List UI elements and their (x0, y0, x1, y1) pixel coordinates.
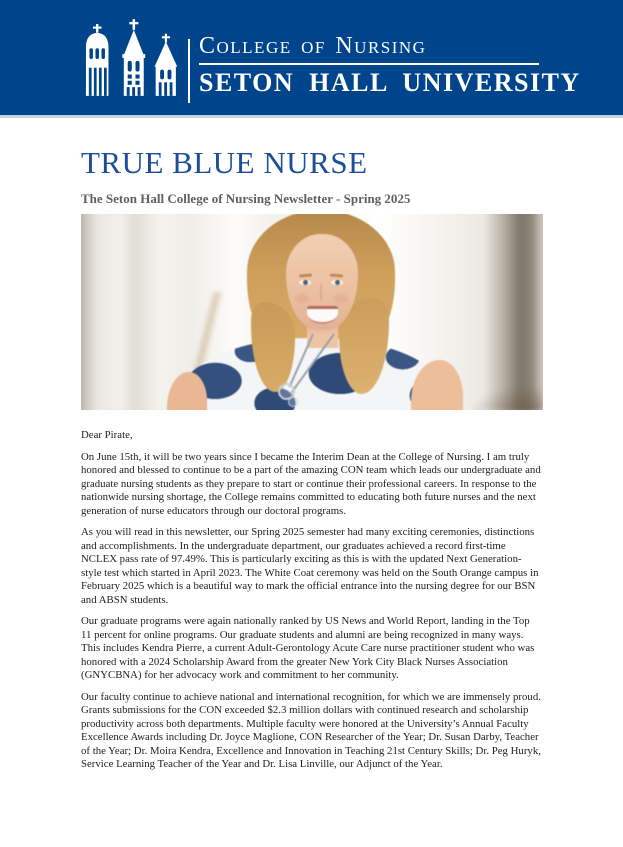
university-name-label: SETON HALL UNIVERSITY (199, 68, 581, 97)
figure-eye (299, 280, 311, 285)
newsletter-subtitle: The Seton Hall College of Nursing Newsletter - Spring 2025 (81, 191, 411, 206)
cathedral-icon (84, 19, 185, 102)
figure-eyebrow (330, 274, 343, 277)
dean-figure (81, 214, 543, 410)
figure-patterned-top (177, 338, 449, 410)
logo-rule (199, 63, 539, 65)
letter-paragraph: Our graduate programs were again nationally ranked by US News and World Report, landing in the Top 11 percent for online programs. Our graduate students and alumni are being recognized in many ways. This includes Kendra Pierre, a current Adult-Gerontology Acute Care nurse practitioner student who was honored with a 2024 Scholarship Award from the greater New York City Black Nurses Association (GNYCBNA) for her advocacy work and commitment to her community. (81, 615, 535, 681)
figure-cheek (295, 294, 309, 303)
figure-eye (331, 280, 343, 285)
newsletter-body (0, 146, 623, 796)
logo-text (199, 33, 581, 97)
dean-photo (81, 214, 543, 410)
figure-eyebrow (299, 274, 312, 277)
newsletter-title: TRUE BLUE NURSE (81, 145, 368, 180)
college-of-nursing-label: College of Nursing (199, 33, 427, 59)
letter-salutation: Dear Pirate, (81, 429, 133, 441)
letter-paragraph: On June 15th, it will be two years since I became the Interim Dean at the College of Nursing. I am truly honored and blessed to continue to be a part of the amazing CON team which leads our undergraduate and graduate nursing students as they prepare to start or continue their professional careers. In response to the nationwide nursing shortage, the College remains committed to educating both future nurses and the next generation of nurse educators through our doctoral programs. (81, 450, 541, 517)
figure-nose (320, 284, 322, 300)
header-band (0, 0, 623, 118)
dean-letter (81, 429, 541, 772)
figure-face (286, 234, 358, 330)
figure-smile (307, 306, 338, 324)
letter-paragraph: As you will read in this newsletter, our Spring 2025 semester had many exciting ceremonies, distinctions and accomplishments. In the undergraduate department, our graduates achieved a record first-time NCLEX pass rate of 97.49%. This is particularly exciting as this is with the updated Next Generation-style test which started in April 2023. The White Coat ceremony was held on the South Orange campus in February 2025 which is a beautiful way to mark the official entrance into the nursing degree for our BSN and ABSN students. (81, 526, 539, 606)
letter-paragraph: Our faculty continue to achieve national and international recognition, for which we are immensely proud. Grants submissions for the CON exceeded $2.3 million dollars with continued research and scholarship productivity across both departments. Multiple faculty were honored at the University’s Annual Faculty Excellence Awards including Dr. Joyce Maglione, CON Researcher of the Year; Dr. Susan Darby, Teacher of the Year; Dr. Moira Kendra, Excellence and Innovation in Teaching 21st Century Skills; Dr. Peg Huryk, Service Learning Teacher of the Year and Dr. Lisa Linville, our Adjunct of the Year. (81, 690, 541, 770)
figure-cheek (334, 294, 348, 303)
figure-necklace-pendant (288, 397, 298, 407)
logo-divider (188, 39, 190, 103)
